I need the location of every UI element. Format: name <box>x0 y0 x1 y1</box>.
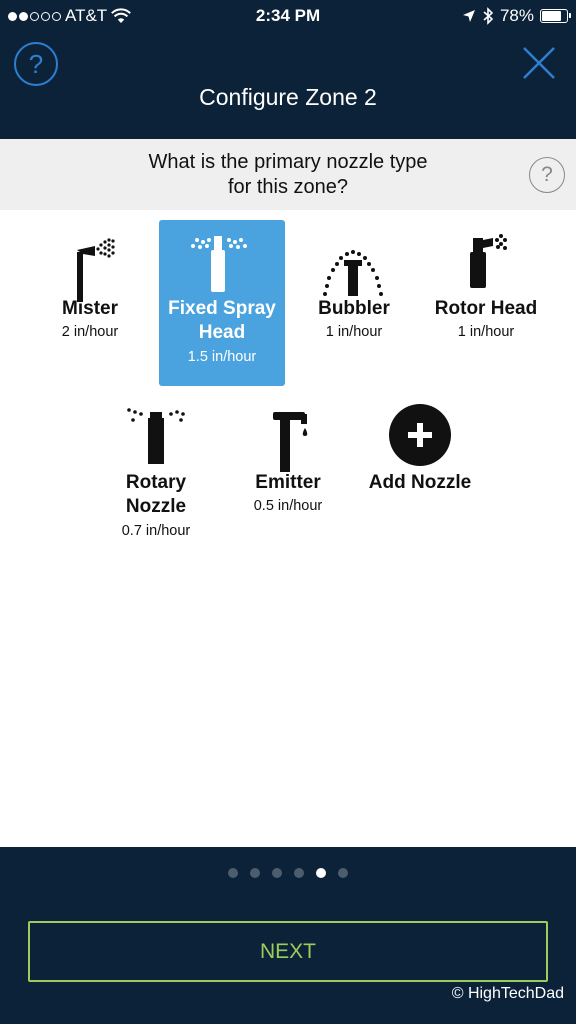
bubbler-icon <box>291 232 417 302</box>
battery-percent: 78% <box>499 6 534 25</box>
rotor-head-icon <box>423 232 549 302</box>
bluetooth-icon <box>482 7 494 25</box>
watermark: © HighTechDad <box>451 985 564 1002</box>
status-time: 2:34 PM <box>255 6 321 25</box>
nozzle-tile-emitter[interactable] <box>225 400 351 550</box>
nozzle-tile-rotor-head[interactable] <box>423 220 549 386</box>
page-dot <box>228 868 238 878</box>
nozzle-rate: 0.5 in/hour <box>253 498 323 514</box>
help-button[interactable] <box>14 42 58 86</box>
location-arrow-icon <box>462 9 476 23</box>
page-dot <box>338 868 348 878</box>
add-nozzle-label: Add Nozzle <box>368 472 472 493</box>
nozzle-rate: 0.7 in/hour <box>121 523 191 539</box>
emitter-icon <box>225 402 351 472</box>
close-x-icon[interactable] <box>522 46 556 80</box>
nozzle-name-line-1: Fixed Spray <box>168 298 276 319</box>
battery-icon <box>540 9 568 23</box>
nozzle-name <box>159 297 285 345</box>
nozzle-name: Emitter <box>255 472 321 493</box>
nozzle-rate: 1 in/hour <box>325 324 383 340</box>
nozzle-name: Bubbler <box>318 298 390 319</box>
screen-title: Configure Zone 2 <box>199 84 377 110</box>
nozzle-tile-fixed-spray-head[interactable] <box>159 220 285 386</box>
battery-fill <box>542 11 561 21</box>
nozzle-rate: 1.5 in/hour <box>187 349 257 365</box>
top-header <box>0 0 576 139</box>
mister-icon <box>27 232 153 302</box>
page-indicator <box>0 868 576 878</box>
question-text <box>88 150 488 200</box>
question-line-1: What is the primary nozzle type <box>148 151 428 173</box>
nozzle-name: Mister <box>62 298 118 319</box>
nozzle-tile-mister[interactable] <box>27 220 153 386</box>
question-help-button[interactable] <box>529 157 565 193</box>
nozzle-name-line-1: Rotary <box>125 472 187 493</box>
next-button[interactable]: NEXT <box>28 921 548 982</box>
question-circle-icon: ? <box>28 49 44 79</box>
page-dot-active <box>316 868 326 878</box>
nozzle-name-line-2: Head <box>198 322 246 343</box>
add-plus-icon <box>357 404 483 474</box>
nozzle-tile-bubbler[interactable] <box>291 220 417 386</box>
status-bar <box>0 0 576 32</box>
page-dot <box>272 868 282 878</box>
question-bar <box>0 139 576 210</box>
nozzle-name: Rotor Head <box>434 298 538 319</box>
rotary-nozzle-icon <box>93 402 219 472</box>
nozzle-rate: 2 in/hour <box>61 324 119 340</box>
question-line-2: for this zone? <box>227 176 349 198</box>
nozzle-name-line-2: Nozzle <box>125 496 187 517</box>
nozzle-name <box>93 471 219 519</box>
nozzle-rate: 1 in/hour <box>457 324 515 340</box>
fixed-spray-head-icon <box>159 232 285 302</box>
page-dot <box>294 868 304 878</box>
add-nozzle-tile[interactable] <box>357 400 483 550</box>
status-right <box>462 6 568 26</box>
page-dot <box>250 868 260 878</box>
carrier-label: AT&T <box>65 6 108 25</box>
nozzle-tile-rotary-nozzle[interactable] <box>93 400 219 550</box>
question-circle-icon: ? <box>541 163 553 186</box>
